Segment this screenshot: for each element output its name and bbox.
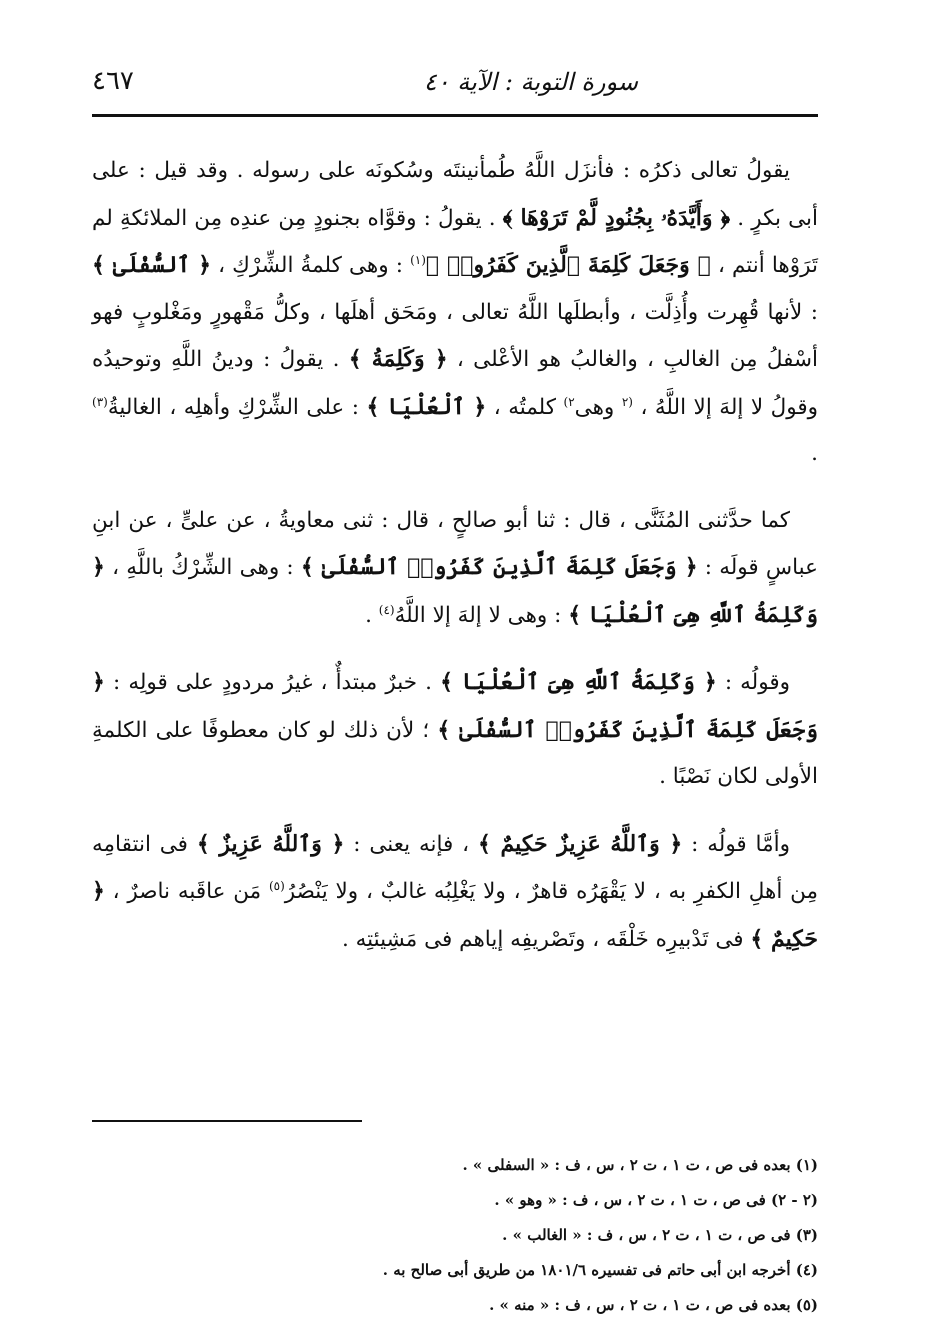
text-run: يقولُ تعالى ذكرُه : فأنزَل اللَّهُ طُمأنينتَه وسُكونَه على رسوله . وقد قيل : على أبى بكرٍ . (92, 158, 819, 231)
quran-quote: ﴿ وَجَعَلَ كَلِمَةَ ٱلَّذِينَ كَفَرُوا۟ ﴾ (425, 252, 711, 278)
quran-quote: ﴿ وَأَيَّدَهُۥ بِجُنُودٍ لَّمْ تَرَوْهَا ﴾ (502, 204, 731, 231)
text-run: وهى (574, 394, 622, 420)
paragraph (92, 148, 818, 478)
quran-quote: ﴿ وَكَلِمَةُ ٱللَّهِ هِىَ ٱلْعُلْيَا ﴾ (440, 669, 717, 695)
page-header (92, 58, 818, 106)
book-page (92, 58, 819, 1314)
footnote-marker: (٣) (92, 394, 108, 409)
page-number: ٤٦٧ (92, 66, 134, 96)
text-run: : لأنها قُهِرت وأُذِلَّت ، وأبطلَها اللَّهُ تعالى ، ومَحَق أهلَها ، وكلُّ مَقْهورٍ ومَغْلوبٍ فهو أسْفلُ مِن الغالبِ ، والغالبُ هو الأعْلى ، (92, 299, 819, 372)
text-run: . يقولُ : وقوَّاه بجنودٍ مِن عندِه مِن الملائكةِ لم تَرَوْها أنتم ، (92, 205, 818, 278)
footnote-marker: (٤) (378, 602, 395, 617)
text-run: : وهى لا إلهَ إلا اللَّهُ (394, 602, 569, 628)
text-run: : وهى الشِّرْكُ باللَّهِ ، (104, 555, 301, 580)
footnote: (٤) أخرجه ابن أبى حاتم فى تفسيره ١٨٠١/٦ من طريق أبى صالح به . (382, 1261, 818, 1279)
footnote-rule (92, 1120, 362, 1122)
text-run: . (811, 441, 818, 466)
text-run: . خبرٌ مبتدأٌ ، غيرُ مردودٍ على قولِه : (104, 670, 441, 695)
quran-quote: ﴿ حَكِيمٌ ﴾ (92, 878, 818, 952)
text-run: وقولُه : (716, 670, 790, 695)
footnote-marker: (٥) (268, 878, 285, 893)
quran-quote: ﴿ وَجَعَلَ كَلِمَةَ ٱلَّذِينَ كَفَرُوا۟ ٱلسُّفْلَىٰ ﴾ (92, 669, 819, 743)
text-run: ، فإنه يعنى : (344, 831, 478, 857)
footnote: (٢ - ٢) فى ص ، ت ١ ، ت ٢ ، س ، ف : « وهو » . (494, 1191, 818, 1209)
text-run: : وهى كلمةُ الشِّرْكِ ، (211, 253, 411, 278)
quran-quote: ﴿ وَجَعَلَ كَلِمَةَ ٱلَّذِينَ كَفَرُوا۟ ٱلسُّفْلَىٰ ﴾ (300, 554, 698, 580)
text-run: ؛ لأن ذلك لو كان معطوفًا على الكلمةِ الأولى لكان نَصْبًا . (92, 717, 818, 789)
paragraph (92, 821, 818, 964)
quran-quote: ﴿ وَٱللَّهُ عَزِيزٌ ﴾ (196, 830, 345, 857)
text-run: كما حدَّثنى المُثَنَّى ، قال : ثنا أبو صالحٍ ، قال : ثنى معاويةُ ، عن علىٍّ ، عن ابنِ عباسٍ قولَه : (92, 507, 818, 580)
header-rule (92, 114, 818, 117)
main-text (92, 148, 818, 983)
text-run: فى تَدْبيرِه خَلْقَه ، وتَصْريفِه إياهم فى مَشِيئتِه . (341, 926, 751, 952)
text-run: كلمتُه ، (486, 394, 564, 420)
footnote-marker: (٢ (621, 394, 633, 409)
footnotes (92, 1148, 818, 1323)
footnote-marker: ٢) (563, 394, 575, 409)
footnote-marker: (١) (410, 252, 426, 267)
text-run: . يقولُ : ودينُ اللَّهِ وتوحيدُه وقولُ لا إلهَ إلا اللَّهُ ، (92, 347, 818, 420)
footnote: (١) بعده فى ص ، ت ١ ، ت ٢ ، س ، ف : « السفلى » . (462, 1156, 818, 1174)
footnote: (٣) فى ص ، ت ١ ، ت ٢ ، س ، ف : « الغالب » . (502, 1226, 818, 1244)
quran-quote: ﴿ وَكَلِمَةُ ﴾ (348, 346, 448, 372)
paragraph (92, 659, 818, 801)
text-run: . (365, 602, 379, 628)
footnote: (٥) بعده فى ص ، ت ١ ، ت ٢ ، س ، ف : « منه » . (489, 1296, 818, 1314)
text-run: فى انتقامِه مِن أهلِ الكفرِ به ، لا يَقْهَرُه قاهرٌ ، ولا يَغْلِبُه غالبٌ ، ولا يَنْصُرُ (92, 831, 818, 904)
text-run: وأمَّا قولُه : (682, 831, 790, 857)
text-run: مَن عاقَبه ناصرٌ ، (104, 879, 269, 904)
running-title: سورة التوبة : الآية ٤٠ (423, 68, 638, 96)
quran-quote: ﴿ وَكَلِمَةُ ٱللَّهِ هِىَ ٱلْعُلْيَا ﴾ (92, 554, 818, 628)
quran-quote: ﴿ وَٱللَّهُ عَزِيزٌ حَكِيمٌ ﴾ (477, 830, 683, 857)
text-run: : على الشِّرْكِ وأهلِه ، الغاليةُ (107, 394, 367, 420)
quran-quote: ﴿ ٱلْعُلْيَا ﴾ (366, 393, 487, 420)
quran-quote: ﴿ ٱلسُّفْلَىٰ ﴾ (92, 252, 211, 278)
paragraph (92, 498, 818, 640)
